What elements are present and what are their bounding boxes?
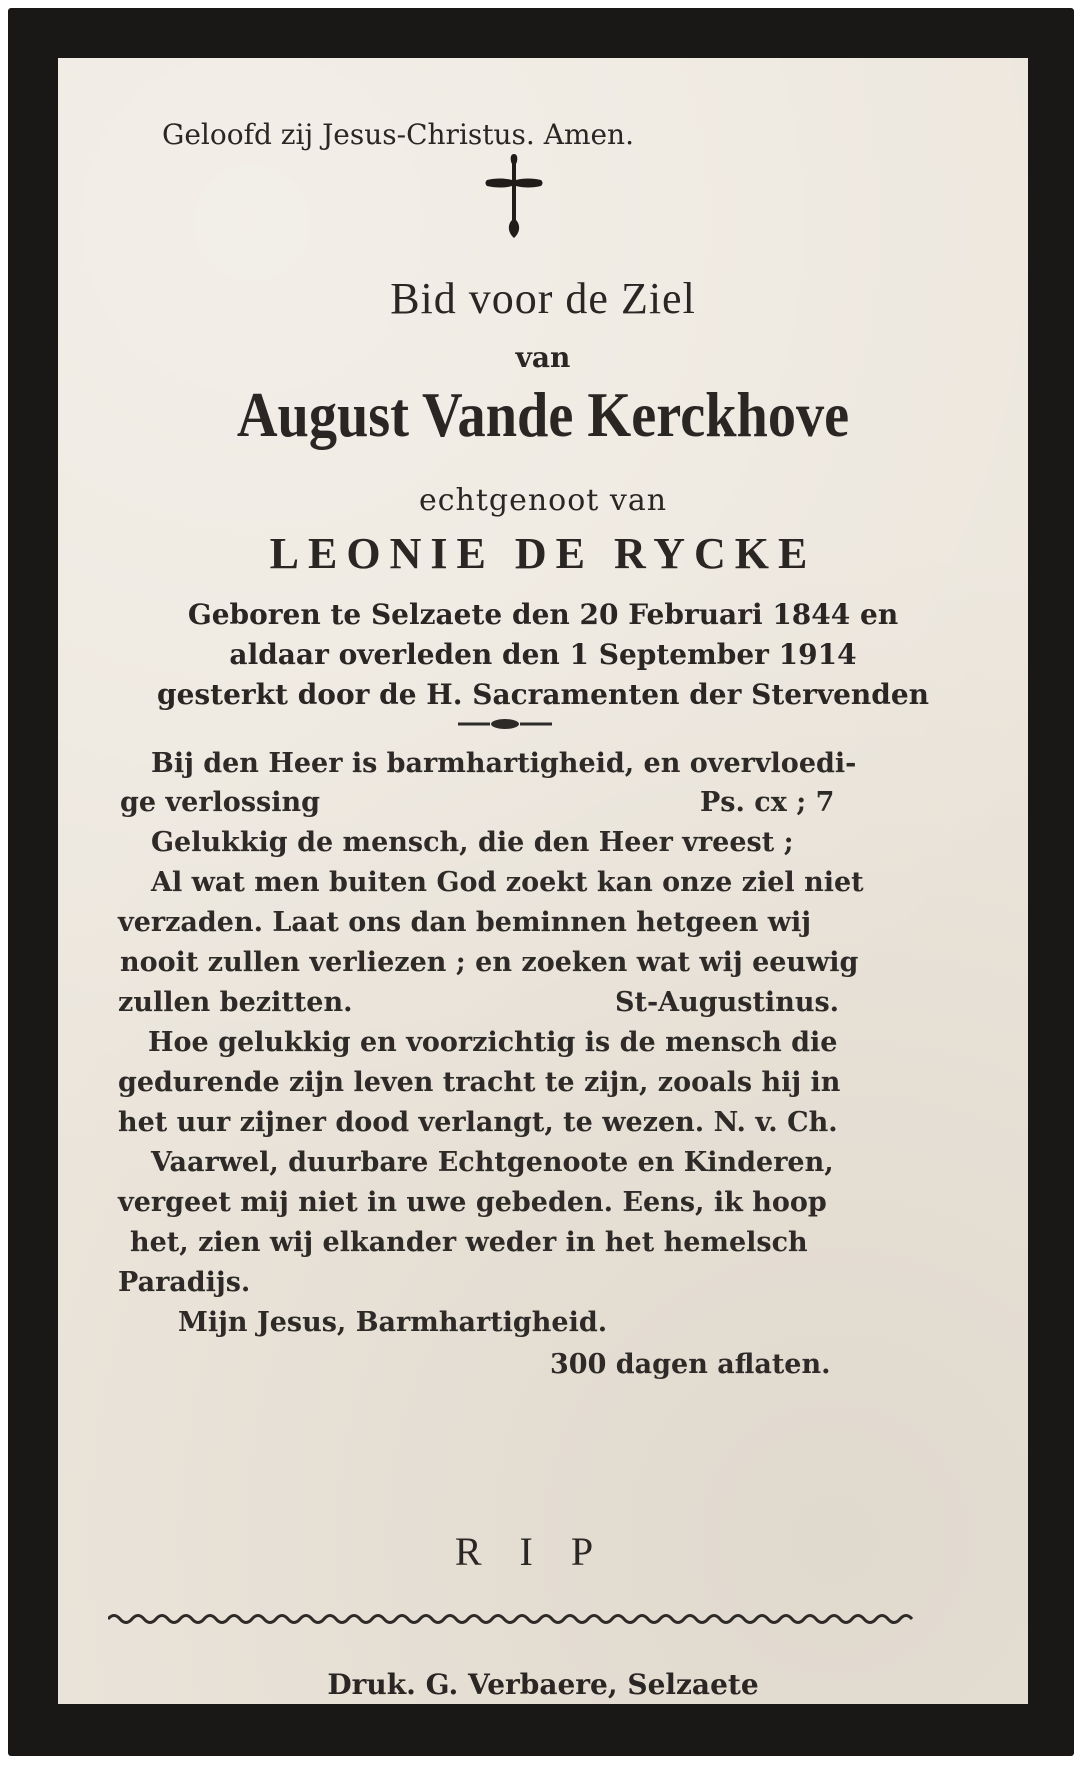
text-line: zullen bezitten. bbox=[118, 987, 353, 1018]
text-line: gedurende zijn leven tracht te zijn, zooals hij in bbox=[118, 1067, 841, 1098]
printer-credit: Druk. G. Verbaere, Selzaete bbox=[327, 1668, 759, 1701]
text-line: Al wat men buiten God zoekt kan onze ziel niet bbox=[151, 867, 864, 898]
biography-line: aldaar overleden den 1 September 1914 bbox=[229, 638, 857, 671]
text-line: het uur zijner dood verlangt, te wezen. N. v. Ch. bbox=[118, 1107, 838, 1138]
cross-icon bbox=[483, 150, 545, 242]
invocation-title: Bid voor de Ziel bbox=[390, 274, 696, 323]
van-label: van bbox=[515, 341, 571, 374]
text-line: het, zien wij elkander weder in het hemelsch bbox=[130, 1227, 808, 1258]
text-line: Bij den Heer is barmhartigheid, en overvloedi- bbox=[151, 748, 857, 779]
text-line: nooit zullen verliezen ; en zoeken wat wij eeuwig bbox=[120, 947, 859, 978]
text-line: verzaden. Laat ons dan beminnen hetgeen wij bbox=[118, 907, 812, 938]
text-line: ge verlossing bbox=[120, 787, 320, 818]
mourning-card bbox=[8, 8, 1074, 1756]
spouse-name: LEONIE DE RYCKE bbox=[269, 529, 817, 578]
card-paper bbox=[58, 58, 1028, 1704]
text-line: Paradijs. bbox=[118, 1267, 251, 1298]
citation: Ps. cx ; 7 bbox=[700, 787, 835, 818]
text-line: vergeet mij niet in uwe gebeden. Eens, ik hoop bbox=[118, 1187, 827, 1218]
prayer-line: Mijn Jesus, Barmhartigheid. bbox=[178, 1307, 608, 1338]
text-line: Hoe gelukkig en voorzichtig is de mensch die bbox=[148, 1027, 838, 1058]
ornament-divider-icon bbox=[456, 716, 554, 732]
wave-border-icon bbox=[108, 1611, 916, 1627]
indulgence-line: 300 dagen aflaten. bbox=[550, 1349, 831, 1380]
citation: St-Augustinus. bbox=[615, 987, 840, 1018]
biography-line: gesterkt door de H. Sacramenten der Stervenden bbox=[156, 678, 930, 711]
text-line: Vaarwel, duurbare Echtgenoote en Kinderen, bbox=[151, 1147, 834, 1178]
rip-text: RIP bbox=[454, 1529, 632, 1574]
deceased-name: August Vande Kerckhove bbox=[236, 379, 850, 450]
header-text: Geloofd zij Jesus-Christus. Amen. bbox=[161, 118, 634, 151]
spouse-label: echtgenoot van bbox=[418, 483, 668, 518]
biography-line: Geboren te Selzaete den 20 Februari 1844 en bbox=[187, 598, 899, 631]
text-line: Gelukkig de mensch, die den Heer vreest ; bbox=[151, 827, 794, 858]
